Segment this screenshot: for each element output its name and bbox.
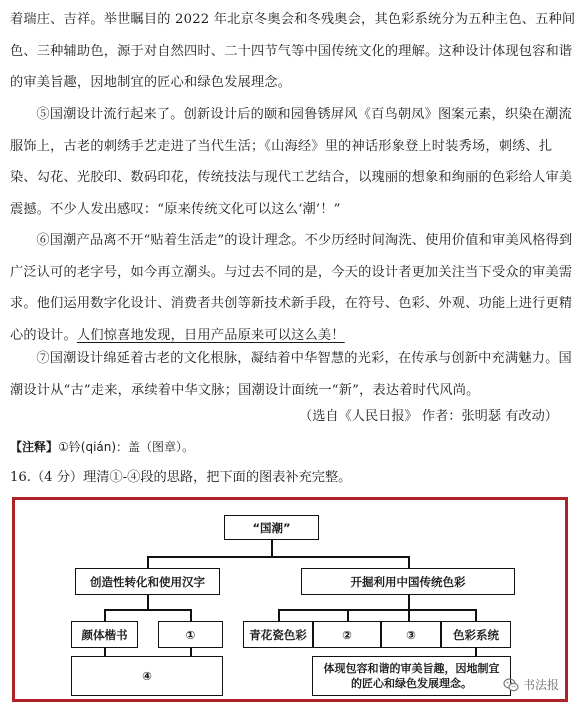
annotation-text: ①钤(qián)：盖（图章）。 (58, 440, 195, 454)
diagram-frame (12, 497, 568, 702)
diagram-left-bottom: ④ (71, 656, 223, 696)
paragraph-6-text: ⑥国潮产品离不开“贴着生活走”的设计理念。不少历经时间淘洗、使用价值和审美风格得到广泛认可的老字号，如今再立潮头。与过去不同的是，今天的设计者更加关注当下受众的审美需求。他们运用数字化设计、消费者共创等新技术新手段，在符号、色彩、外观、功能上进行更精心的设计。 (10, 233, 573, 343)
connector (190, 648, 192, 656)
connector (278, 609, 476, 611)
connector (147, 556, 409, 558)
diagram-right-bottom: 体现包容和谐的审美旨趣，因地制宜的匠心和绿色发展理念。 (312, 656, 511, 696)
connector (408, 556, 410, 568)
connector (278, 609, 280, 621)
paragraph-7: ⑦国潮设计绵延着古老的文化根脉，凝结着中华智慧的光彩，在传承与创新中充满魅力。国潮设计从“古”走来，承续着中华文脉；国潮设计面统一“新”，表达着时代风尚。 (10, 351, 572, 398)
diagram-root: “国潮” (224, 515, 319, 540)
connector (475, 609, 477, 621)
wechat-icon (503, 677, 519, 693)
annotation-note (10, 438, 194, 455)
source-citation: （选自《人民日报》 作者：张明瑟 有改动） (299, 409, 558, 424)
watermark-text: 书法报 (522, 678, 559, 692)
diagram-left-leaf-1: 颜体楷书 (71, 621, 138, 648)
connector (147, 595, 149, 609)
connector (408, 595, 410, 609)
diagram-right-leaf-4: 色彩系统 (441, 621, 511, 648)
connector (190, 609, 192, 621)
connector (475, 648, 477, 656)
connector (104, 609, 106, 621)
diagram-right-leaf-2: ② (313, 621, 381, 648)
connector (104, 648, 106, 656)
diagram-branch-right: 开掘利用中国传统色彩 (301, 568, 515, 595)
paragraph-6-underlined: 人们惊喜地发现，日用产品原来可以这么美！ (76, 327, 345, 343)
annotation-label: 【注释】 (10, 440, 59, 454)
connector (271, 540, 273, 556)
paragraph-5: ⑤国潮设计流行起来了。创新设计后的颐和园鲁锈屏风《百鸟朝凤》图案元素，织染在潮流服饰上，古老的刺绣手艺走进了当代生活；《山海经》里的神话形象登上时装秀场，刺绣、扎染、勾花、光胶印、数码印花，传统技法与现代工艺结合，以瑰丽的想象和绚丽的色彩给人审美震撼。不少人发出感叹：“原来传统文化可以这么‘潮’！” (10, 107, 573, 217)
connector (347, 609, 349, 621)
connector (147, 556, 149, 568)
diagram-right-leaf-3: ③ (381, 621, 441, 648)
diagram-branch-left: 创造性转化和使用汉字 (75, 568, 220, 595)
paragraph-intro: 着瑞庄、吉祥。举世瞩目的 2022 年北京冬奥会和冬残奥会，其色彩系统分为五种主色、五种间色、三种辅助色，源于对自然四时、二十四节气等中国传统文化的理解。这种设计体现包容和谐的审美旨趣，因地制宜的匠心和绿色发展理念。 (10, 12, 576, 90)
question-16: 16.（4 分）理清①-④段的思路，把下面的图表补充完整。 (10, 470, 352, 485)
connector (104, 609, 191, 611)
diagram-left-leaf-2: ① (158, 621, 223, 648)
diagram-right-leaf-1: 青花瓷色彩 (243, 621, 313, 648)
watermark (503, 676, 559, 693)
paragraph-6 (10, 225, 576, 351)
connector (408, 609, 410, 621)
